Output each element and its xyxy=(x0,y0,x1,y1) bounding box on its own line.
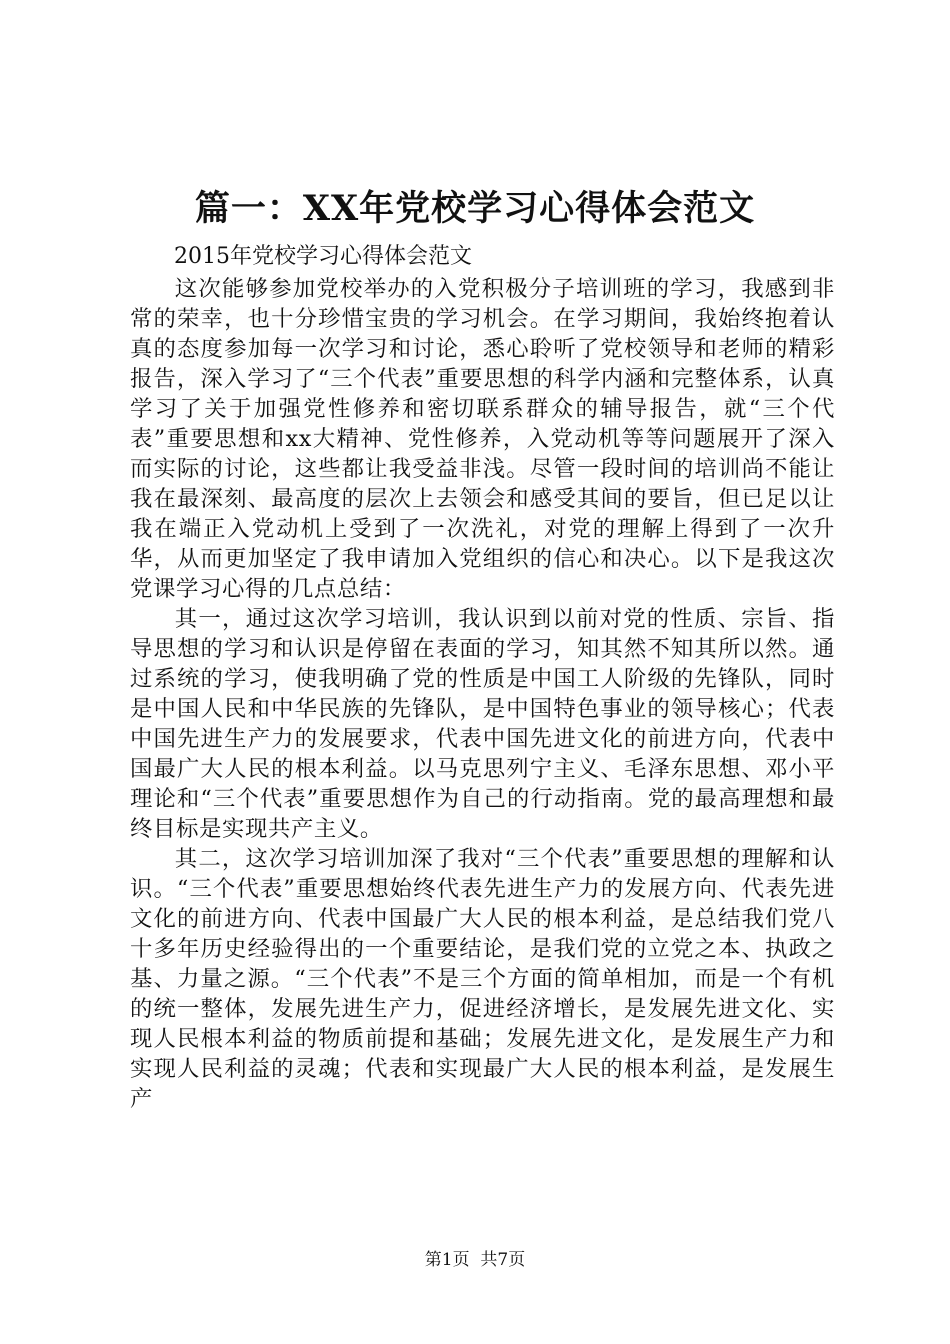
document-subtitle: 2015年党校学习心得体会范文 xyxy=(174,244,472,269)
document-body xyxy=(130,240,835,1114)
paragraph-intro: 这次能够参加党校举办的入党积极分子培训班的学习，我感到非常的荣幸，也十分珍惜宝贵的学习机会。在学习期间，我始终抱着认真的态度参加每一次学习和讨论，悉心聆听了党校领导和老师的精彩报告，深入学习了“三个代表”重要思想的科学内涵和完整体系，认真学习了关于加强党性修养和密切联系群众的辅导报告，就“三个代表”重要思想和xx大精神、党性修养，入党动机等等问题展开了深入而实际的讨论，这些都让我受益非浅。尽管一段时间的培训尚不能让我在最深刻、最高度的层次上去领会和感受其间的要旨，但已足以让我在端正入党动机上受到了一次洗礼，对党的理解上得到了一次升华，从而更加坚定了我申请加入党组织的信心和决心。以下是我这次党课学习心得的几点总结： xyxy=(130,276,835,602)
paragraph-point-one: 其一，通过这次学习培训，我认识到以前对党的性质、宗旨、指导思想的学习和认识是停留在表面的学习，知其然不知其所以然。通过系统的学习，使我明确了党的性质是中国工人阶级的先锋队，同时是中国人民和中华民族的先锋队，是中国特色事业的领导核心；代表中国先进生产力的发展要求，代表中国先进文化的前进方向，代表中国最广大人民的根本利益。以马克思列宁主义、毛泽东思想、邓小平理论和“三个代表”重要思想作为自己的行动指南。党的最高理想和最终目标是实现共产主义。 xyxy=(130,606,835,842)
document-title: 篇一：XX年党校学习心得体会范文 xyxy=(194,188,756,229)
page-number-footer: 第1页 共7页 xyxy=(424,1250,526,1270)
paragraph-point-two: 其二，这次学习培训加深了我对“三个代表”重要思想的理解和认识。“三个代表”重要思想始终代表先进生产力的发展方向、代表先进文化的前进方向、代表中国最广大人民的根本利益，是总结我们党八十多年历史经验得出的一个重要结论，是我们党的立党之本、执政之基、力量之源。“三个代表”不是三个方面的简单相加，而是一个有机的统一整体，发展先进生产力，促进经济增长，是发展先进文化、实现人民根本利益的物质前提和基础；发展先进文化，是发展生产力和实现人民利益的灵魂；代表和实现最广大人民的根本利益，是发展生产 xyxy=(130,846,835,1112)
